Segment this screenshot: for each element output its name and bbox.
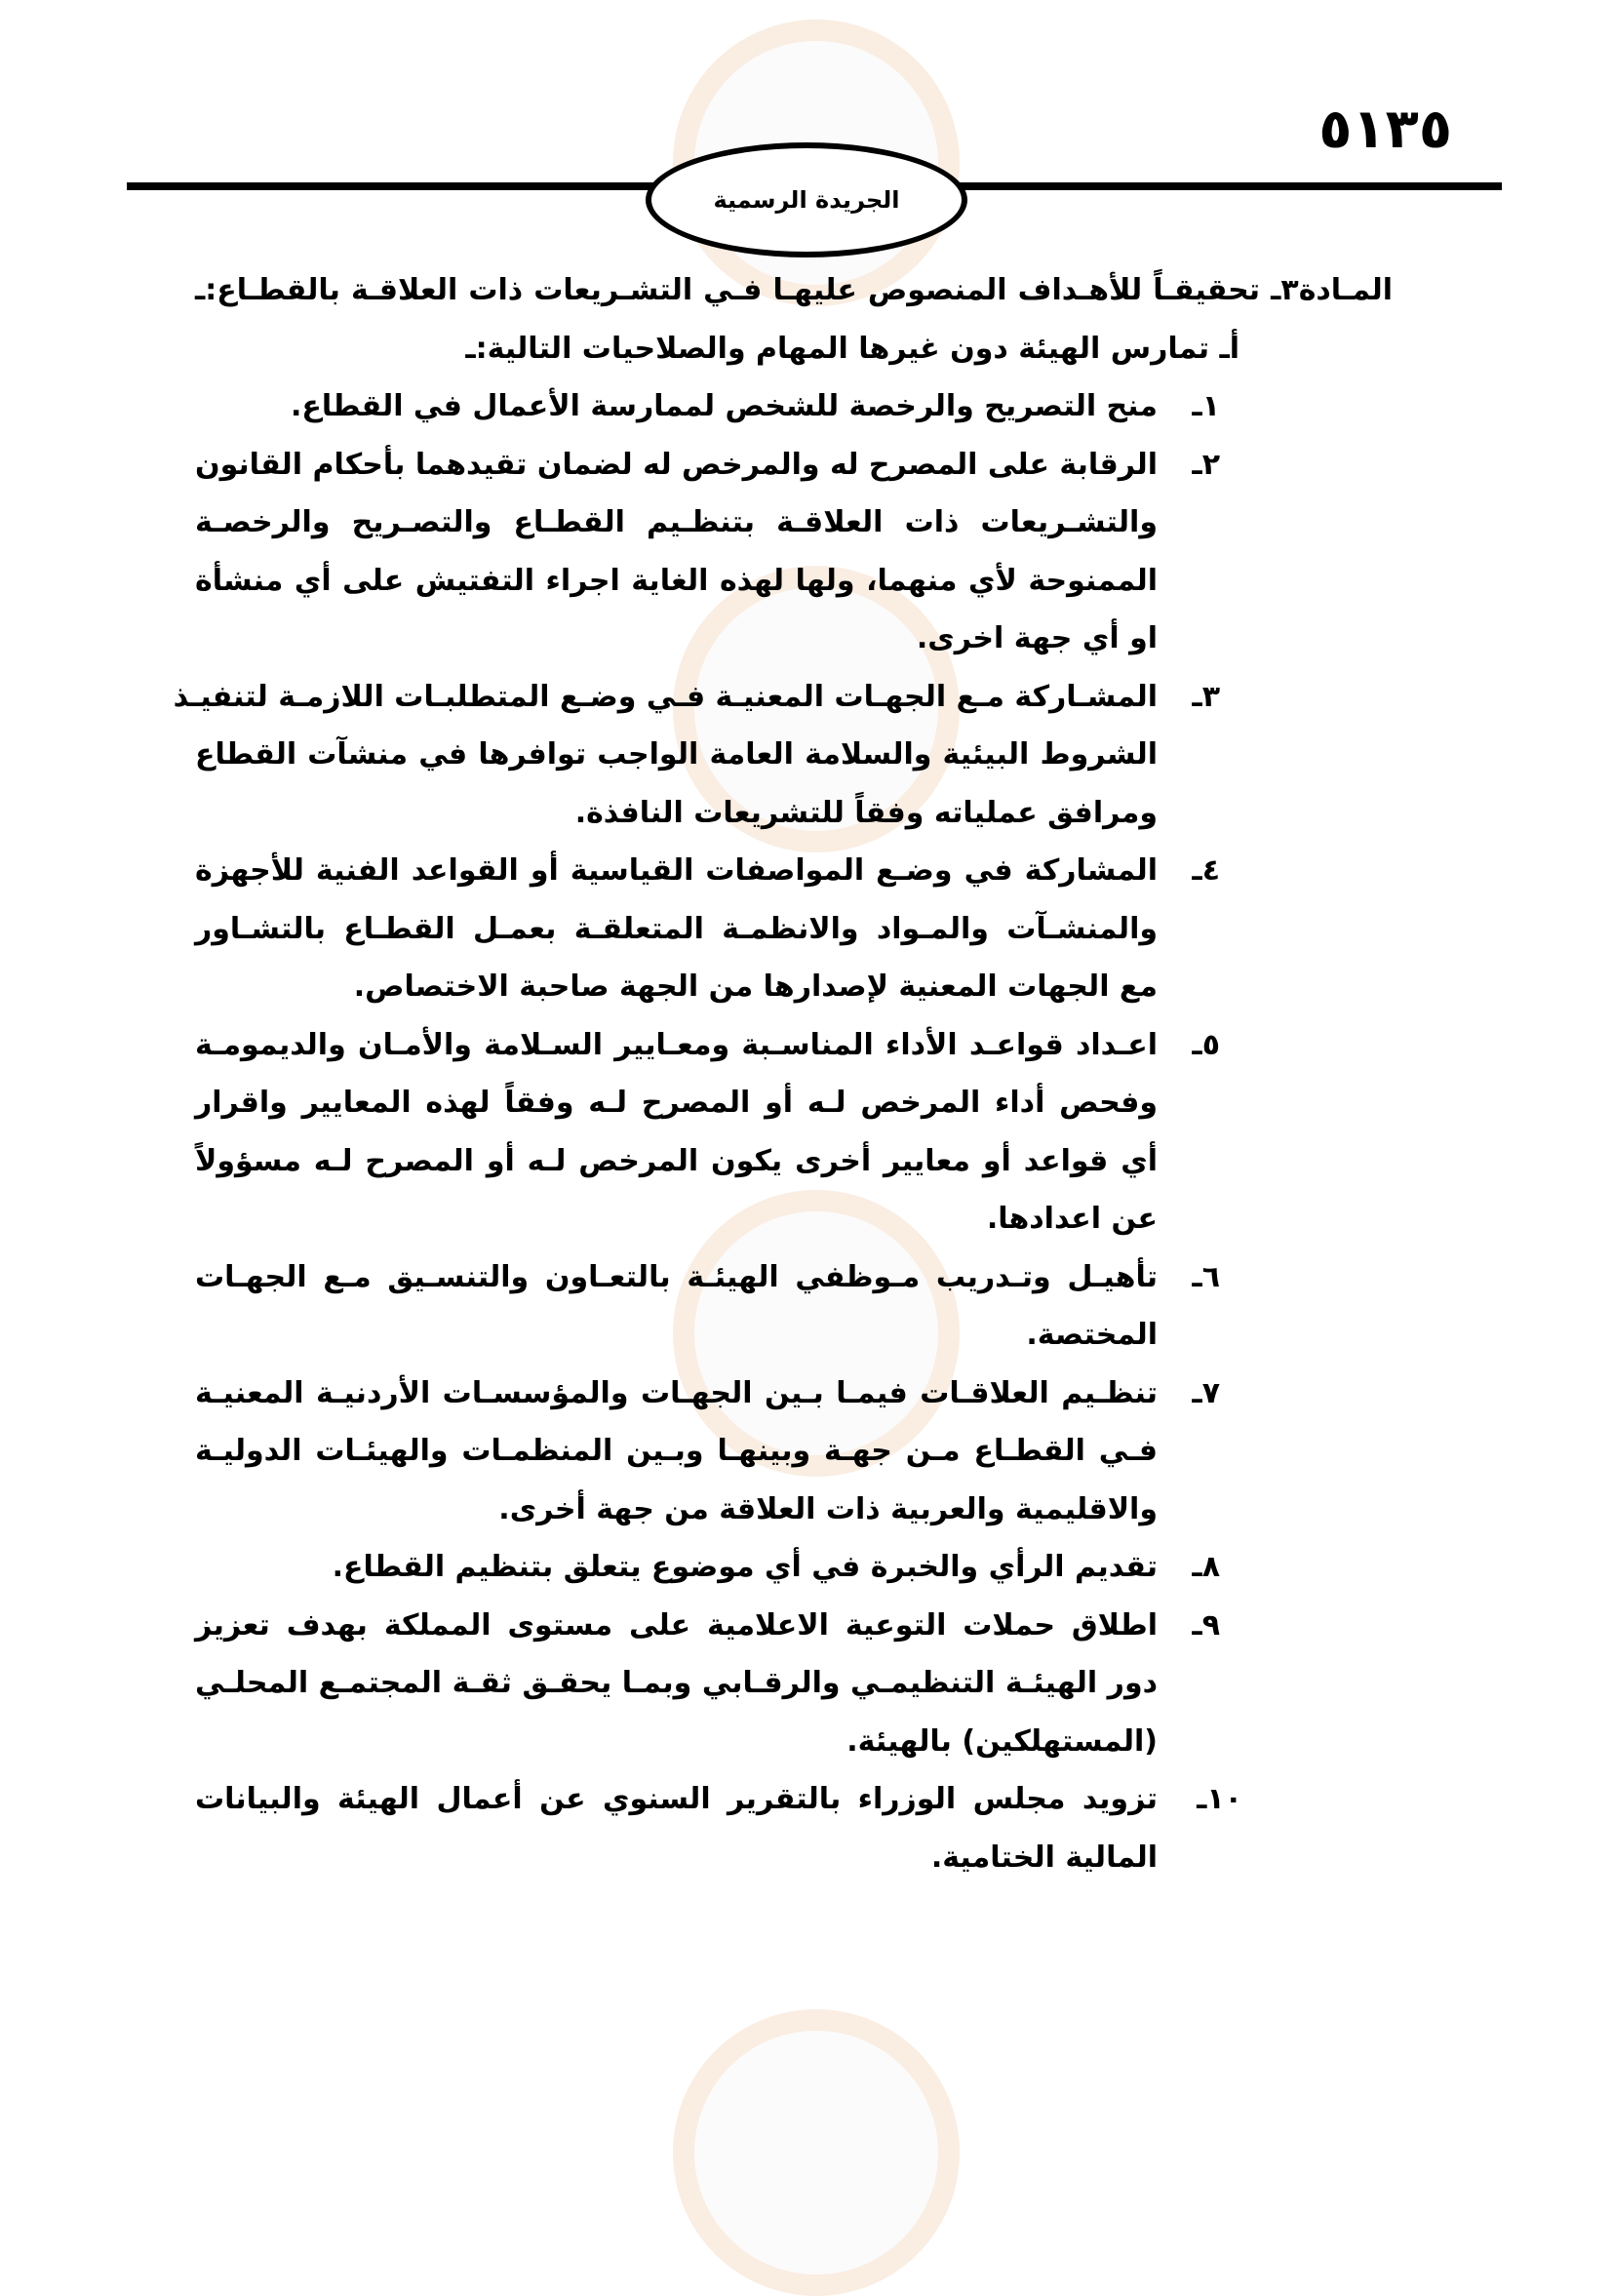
list-item bbox=[195, 1597, 1220, 1771]
item-line: مع الجهات المعنية لإصدارها من الجهة صاحبة الاختصاص. bbox=[353, 970, 1158, 1004]
item-line: اعـداد قواعـد الأداء المناسـبة ومعـايير السـلامة والأمـان والديمومـة bbox=[195, 1027, 1158, 1062]
gazette-title: الجريدة الرسمية bbox=[713, 186, 900, 214]
item-text bbox=[195, 1538, 1158, 1597]
list-item bbox=[195, 1538, 1220, 1597]
item-line: أي قواعد أو معايير أخرى يكون المرخص لـه أو المصرح لـه مسؤولاً bbox=[195, 1143, 1158, 1178]
item-number: ٣ـ bbox=[1192, 679, 1220, 714]
list-item bbox=[195, 1248, 1220, 1365]
item-line: اطلاق حملات التوعية الاعلامية على مستوى المملكة بهدف تعزيز bbox=[195, 1607, 1158, 1643]
item-line: المشـاركة مـع الجهـات المعنيـة فـي وضـع المتطلبـات اللازمـة لتنفيـذ bbox=[173, 679, 1158, 714]
item-text bbox=[195, 1016, 1158, 1248]
item-number: ٤ـ bbox=[1192, 853, 1220, 888]
list-item bbox=[195, 1770, 1242, 1886]
item-line: تزويد مجلس الوزراء بالتقرير السنوي عن أعمال الهيئة والبيانات bbox=[195, 1782, 1158, 1816]
item-number: ٧ـ bbox=[1192, 1375, 1220, 1410]
item-text bbox=[195, 1248, 1158, 1365]
item-line: والتشـريعات ذات العلاقـة بتنظـيم القطـاع والتصـريح والرخصـة bbox=[195, 505, 1158, 539]
item-text bbox=[195, 1597, 1158, 1771]
item-line: الممنوحة لأي منهما، ولها لهذه الغاية اجراء التفتيش على أي منشأة bbox=[195, 563, 1158, 598]
item-text bbox=[195, 1365, 1158, 1539]
item-number: ٩ـ bbox=[1192, 1607, 1220, 1643]
article-body bbox=[173, 261, 1393, 1886]
item-text bbox=[195, 436, 1158, 668]
item-line: (المستهلكين) بالهيئة. bbox=[846, 1723, 1158, 1759]
list-item bbox=[173, 668, 1220, 843]
list-item bbox=[195, 1365, 1220, 1539]
item-line: تنظـيم العلاقـات فيمـا بـين الجهـات والمؤسسـات الأردنيـة المعنيـة bbox=[195, 1375, 1158, 1410]
item-number: ١ـ bbox=[1192, 389, 1220, 423]
item-text bbox=[173, 668, 1158, 843]
item-line: المختصة. bbox=[1026, 1318, 1158, 1352]
item-line: تقديم الرأي والخبرة في أي موضوع يتعلق بتنظيم القطاع. bbox=[332, 1550, 1158, 1584]
article-heading: المـادة٣ـ تحقيقـاً للأهـداف المنصوص عليهـا فـي التشـريعات ذات العلاقـة بالقطـاع:ـ bbox=[195, 273, 1393, 307]
item-line: او أي جهة اخرى. bbox=[916, 621, 1158, 655]
article-items bbox=[173, 377, 1393, 1886]
item-line: عن اعدادها. bbox=[986, 1202, 1158, 1236]
item-number: ٦ـ bbox=[1192, 1259, 1220, 1294]
watermark-clock-logo bbox=[673, 2009, 960, 2296]
item-text bbox=[195, 1770, 1158, 1886]
item-number: ٢ـ bbox=[1192, 447, 1220, 482]
list-item bbox=[195, 842, 1220, 1016]
list-item bbox=[195, 436, 1220, 668]
list-item bbox=[195, 377, 1220, 436]
item-line: وفحص أداء المرخص لـه أو المصرح لـه وفقاً لهذه المعايير واقرار bbox=[195, 1086, 1158, 1120]
item-line: فـي القطـاع مـن جهـة وبينهـا وبـين المنظمـات والهيئـات الدوليـة bbox=[195, 1434, 1158, 1468]
item-line: الرقابة على المصرح له والمرخص له لضمان تقيدهما بأحكام القانون bbox=[195, 447, 1158, 482]
item-text bbox=[195, 377, 1158, 436]
item-line: ومرافق عملياته وفقاً للتشريعات النافذة. bbox=[574, 795, 1158, 830]
item-number: ٥ـ bbox=[1192, 1027, 1220, 1062]
item-text bbox=[195, 842, 1158, 1016]
item-line: الشروط البيئية والسلامة العامة الواجب توافرها في منشآت القطاع bbox=[195, 737, 1158, 772]
item-line: منح التصريح والرخصة للشخص لممارسة الأعمال في القطاع. bbox=[290, 389, 1158, 423]
item-line: المالية الختامية. bbox=[930, 1840, 1158, 1875]
item-number: ١٠ـ bbox=[1197, 1782, 1242, 1816]
clause-a: أـ تمارس الهيئة دون غيرها المهام والصلاحيات التالية:ـ bbox=[465, 331, 1239, 366]
item-line: والاقليمية والعربية ذات العلاقة من جهة أخرى. bbox=[498, 1491, 1158, 1526]
gazette-title-oval bbox=[646, 142, 967, 257]
item-line: دور الهيئـة التنظيمـي والرقـابي وبمـا يحقـق ثقـة المجتمـع المحلـي bbox=[195, 1666, 1158, 1700]
item-line: تأهيـل وتـدريب مـوظفي الهيئـة بالتعـاون والتنسـيق مـع الجهـات bbox=[195, 1259, 1158, 1294]
list-item bbox=[195, 1016, 1220, 1248]
item-number: ٨ـ bbox=[1192, 1550, 1220, 1584]
item-line: المشاركة في وضـع المواصفات القياسية أو القواعد الفنية للأجهزة bbox=[195, 853, 1158, 888]
page-number: ٥١٣٥ bbox=[1318, 98, 1452, 161]
item-line: والمنشـآت والمـواد والانظمـة المتعلقـة بعمـل القطـاع بالتشـاور bbox=[195, 911, 1158, 946]
